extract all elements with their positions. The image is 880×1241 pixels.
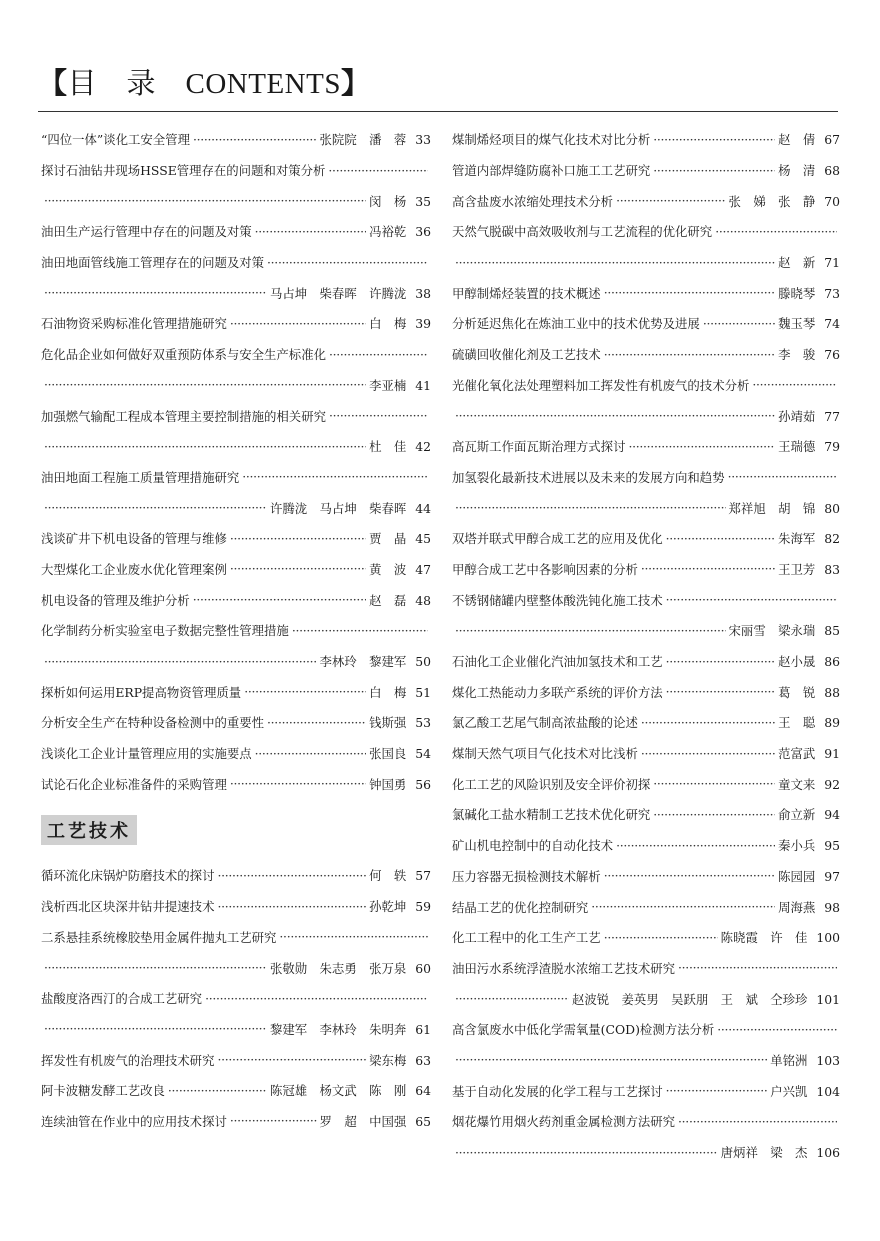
entry-authors-page: 朱海军 82 (778, 531, 840, 547)
toc-entry[interactable] (452, 953, 840, 984)
entry-authors-page: 葛 锐 88 (778, 684, 840, 700)
dot-leader (44, 960, 267, 975)
entry-authors-page: 冯裕乾 36 (369, 224, 431, 240)
dot-leader (604, 285, 775, 300)
dot-leader (44, 1021, 267, 1036)
dot-leader (717, 1022, 837, 1037)
dot-leader (641, 746, 775, 761)
entry-authors-page: 张国良 54 (369, 746, 431, 762)
dot-leader (279, 929, 428, 944)
dot-leader (230, 1113, 317, 1128)
dot-leader (244, 684, 366, 699)
toc-entry[interactable] (41, 676, 431, 707)
dot-leader (666, 592, 837, 607)
toc-entry[interactable] (41, 922, 431, 953)
entry-title: 甲醇合成工艺中各影响因素的分析 (452, 561, 638, 577)
title-rule (38, 111, 838, 112)
entry-title: 油田地面工程施工质量管理措施研究 (41, 469, 240, 485)
left-entry-list (41, 124, 431, 799)
entry-authors-page: 赵 倩 67 (778, 132, 840, 148)
dot-leader (666, 531, 775, 546)
left-column (41, 124, 431, 1136)
dot-leader (604, 347, 775, 362)
toc-entry[interactable] (41, 462, 431, 493)
entry-title: 油田地面管线施工管理存在的问题及对策 (41, 255, 265, 271)
dot-leader (255, 224, 366, 239)
entry-title: 分析安全生产在特种设备检测中的重要性 (41, 715, 265, 731)
entry-title: 矿山机电控制中的自动化技术 (452, 838, 614, 854)
toc-entry[interactable] (41, 952, 431, 983)
entry-title: 加强燃气输配工程成本管理主要控制措施的相关研究 (41, 408, 326, 424)
toc-entry[interactable] (452, 277, 840, 308)
dot-leader (267, 715, 366, 730)
toc-entry[interactable] (41, 370, 431, 401)
dot-leader (678, 1114, 837, 1129)
entry-title: 煤制天然气项目气化技术对比浅析 (452, 746, 638, 762)
entry-authors-page: 张 娣 张 静 70 (728, 193, 840, 209)
entry-title: 化工工程中的化工生产工艺 (452, 930, 601, 946)
entry-authors-page: 单铭洲 103 (770, 1052, 840, 1068)
entry-title: 浅谈化工企业计量管理应用的实施要点 (41, 746, 252, 762)
entry-title: 油田生产运行管理中存在的问题及对策 (41, 224, 252, 240)
entry-authors-page: 周海燕 98 (778, 899, 840, 915)
entry-authors-page: 陈晓霞 许 佳 100 (720, 930, 840, 946)
entry-authors-page: 孙靖茹 77 (778, 408, 840, 424)
toc-entry[interactable] (452, 861, 840, 892)
dot-leader (641, 715, 775, 730)
toc-entry[interactable] (41, 216, 431, 247)
entry-title: 光催化氧化法处理塑料加工挥发性有机废气的技术分析 (452, 377, 750, 393)
toc-entry[interactable] (41, 523, 431, 554)
dot-leader (455, 255, 775, 270)
entry-authors-page: 罗 超 中国强 65 (319, 1113, 431, 1129)
entry-title: 挥发性有机废气的治理技术研究 (41, 1052, 215, 1068)
dot-leader (616, 193, 725, 208)
entry-title: 二系悬挂系统橡胶垫用金属件抛丸工艺研究 (41, 929, 277, 945)
toc-entry[interactable] (41, 1014, 431, 1045)
dot-leader (604, 930, 718, 945)
entry-authors-page: 张敬勋 朱志勇 张万泉 60 (269, 960, 431, 976)
entry-authors-page: 杨 清 68 (778, 163, 840, 179)
entry-authors-page: 赵 磊 48 (369, 592, 431, 608)
toc-entry[interactable] (41, 247, 431, 278)
dot-leader (604, 868, 775, 883)
toc-entry[interactable] (452, 1014, 840, 1045)
dot-leader (217, 868, 366, 883)
entry-title: 甲醇制烯烃装置的技术概述 (452, 285, 601, 301)
toc-entry[interactable] (452, 247, 840, 278)
dot-leader (715, 224, 837, 239)
dot-leader (653, 132, 775, 147)
entry-authors-page: 钱斯强 53 (369, 715, 431, 731)
entry-title: 盐酸度洛西汀的合成工艺研究 (41, 991, 203, 1007)
entry-title: 石油物资采购标准化管理措施研究 (41, 316, 227, 332)
toc-entry[interactable] (41, 1106, 431, 1137)
entry-title: 连续油管在作业中的应用技术探讨 (41, 1113, 227, 1129)
toc-entry[interactable] (452, 768, 840, 799)
toc-entry[interactable] (452, 155, 840, 186)
entry-title: 高含氯废水中低化学需氧量(COD)检测方法分析 (452, 1022, 715, 1038)
dot-leader (44, 285, 267, 300)
entry-title: 浅析西北区块深井钻井提速技术 (41, 899, 215, 915)
dot-leader (616, 838, 775, 853)
entry-title: 探讨石油钻井现场HSSE管理存在的问题和对策分析 (41, 163, 326, 179)
toc-entry[interactable] (41, 891, 431, 922)
toc-entry[interactable] (452, 216, 840, 247)
toc-entry[interactable] (452, 308, 840, 339)
entry-title: 氯碱化工盐水精制工艺技术优化研究 (452, 807, 651, 823)
toc-entry[interactable] (452, 738, 840, 769)
entry-authors-page: 户兴凯 104 (770, 1083, 840, 1099)
entry-authors-page: 宋丽雪 梁永瑞 85 (728, 623, 840, 639)
entry-authors-page: 王 聪 89 (778, 715, 840, 731)
dot-leader (666, 1083, 768, 1098)
dot-leader (44, 439, 366, 454)
toc-entry[interactable] (41, 339, 431, 370)
dot-leader (44, 377, 366, 392)
dot-leader (230, 561, 366, 576)
toc-entry[interactable] (41, 584, 431, 615)
toc-entry[interactable] (452, 523, 840, 554)
entry-title: 阿卡波糖发酵工艺改良 (41, 1083, 165, 1099)
entry-authors-page: 钟国勇 56 (369, 776, 431, 792)
dot-leader (455, 500, 726, 515)
dot-leader (666, 684, 775, 699)
toc-entry[interactable] (41, 124, 431, 155)
entry-authors-page: 俞立新 94 (778, 807, 840, 823)
title-text: 目 录 CONTENTS (67, 68, 341, 100)
entry-authors-page: 黄 波 47 (369, 561, 431, 577)
toc-entry[interactable] (452, 676, 840, 707)
entry-title: 管道内部焊缝防腐补口施工工艺研究 (452, 163, 651, 179)
dot-leader (292, 623, 428, 638)
dot-leader (44, 500, 267, 515)
toc-entry[interactable] (452, 646, 840, 677)
section-heading (41, 799, 431, 860)
toc-entry[interactable] (41, 1044, 431, 1075)
toc-entry[interactable] (452, 462, 840, 493)
dot-leader (328, 163, 428, 178)
toc-entry[interactable] (41, 554, 431, 585)
dot-leader (455, 408, 775, 423)
entry-authors-page: 滕晓琴 73 (778, 285, 840, 301)
dot-leader (666, 654, 775, 669)
entry-title: 结晶工艺的优化控制研究 (452, 899, 589, 915)
dot-leader (728, 469, 837, 484)
dot-leader (230, 776, 366, 791)
entry-title: 氯乙酸工艺尾气制高浓盐酸的论述 (452, 715, 638, 731)
toc-entry[interactable] (41, 492, 431, 523)
toc-entry[interactable] (452, 339, 840, 370)
toc-entry[interactable] (452, 983, 840, 1014)
right-entry-list (452, 124, 840, 1167)
entry-authors-page: 范富武 91 (778, 746, 840, 762)
dot-leader (678, 960, 837, 975)
toc-entry[interactable] (41, 707, 431, 738)
entry-title: 浅谈矿井下机电设备的管理与维修 (41, 531, 227, 547)
toc-entry[interactable] (452, 922, 840, 953)
title-bracket-right: 】 (340, 68, 371, 100)
dot-leader (255, 746, 366, 761)
toc-entry[interactable] (452, 891, 840, 922)
dot-leader (628, 439, 775, 454)
dot-leader (168, 1083, 267, 1098)
toc-entry[interactable] (452, 799, 840, 830)
right-column (452, 124, 840, 1167)
dot-leader (217, 1052, 366, 1067)
page-title (38, 64, 370, 104)
entry-title: 烟花爆竹用烟火药剂重金属检测方法研究 (452, 1114, 676, 1130)
entry-authors-page: 魏玉琴 74 (778, 316, 840, 332)
entry-authors-page: 马占坤 柴春晖 许腾泷 38 (269, 285, 431, 301)
entry-title: 煤化工热能动力多联产系统的评价方法 (452, 684, 663, 700)
entry-title: 石油化工企业催化汽油加氢技术和工艺 (452, 654, 663, 670)
entry-authors-page: 李林玲 黎建军 50 (319, 654, 431, 670)
entry-title: 试论石化企业标准备件的采购管理 (41, 776, 227, 792)
entry-authors-page: 贾 晶 45 (369, 531, 431, 547)
toc-entry[interactable] (452, 370, 840, 401)
dot-leader (455, 1145, 718, 1160)
entry-title: 高瓦斯工作面瓦斯治理方式探讨 (452, 439, 626, 455)
entry-title: 压力容器无损检测技术解析 (452, 868, 601, 884)
entry-title: 大型煤化工企业废水优化管理案例 (41, 561, 227, 577)
dot-leader (193, 592, 366, 607)
dot-leader (703, 316, 775, 331)
toc-entry[interactable] (41, 983, 431, 1014)
entry-title: 硫磺回收催化剂及工艺技术 (452, 347, 601, 363)
entry-authors-page: 赵波锐 姜英男 吴跃朋 王 斌 仝珍珍 101 (571, 991, 840, 1007)
toc-entry[interactable] (41, 646, 431, 677)
entry-authors-page: 白 梅 39 (369, 316, 431, 332)
toc-entry[interactable] (452, 830, 840, 861)
dot-leader (653, 807, 775, 822)
entry-title: 加氢裂化最新技术进展以及未来的发展方向和趋势 (452, 469, 725, 485)
dot-leader (455, 991, 569, 1006)
entry-title: 双塔并联式甲醇合成工艺的应用及优化 (452, 531, 663, 547)
dot-leader (455, 1052, 767, 1067)
entry-authors-page: 王卫芳 83 (778, 561, 840, 577)
dot-leader (193, 132, 317, 147)
entry-title: 煤制烯烃项目的煤气化技术对比分析 (452, 132, 651, 148)
toc-entry[interactable] (41, 860, 431, 891)
toc-entry[interactable] (452, 400, 840, 431)
entry-authors-page: 陈园园 97 (778, 868, 840, 884)
entry-authors-page: 童文来 92 (778, 776, 840, 792)
toc-entry[interactable] (41, 615, 431, 646)
toc-entry[interactable] (41, 277, 431, 308)
dot-leader (242, 469, 428, 484)
dot-leader (329, 347, 428, 362)
entry-title: 高含盐废水浓缩处理技术分析 (452, 193, 614, 209)
toc-entry[interactable] (452, 185, 840, 216)
toc-entry[interactable] (41, 185, 431, 216)
section-title: 工艺技术 (41, 815, 137, 845)
entry-authors-page: 王瑞德 79 (778, 439, 840, 455)
dot-leader (230, 531, 366, 546)
toc-entry[interactable] (41, 308, 431, 339)
dot-leader (230, 316, 366, 331)
entry-authors-page: 赵小晟 86 (778, 654, 840, 670)
dot-leader (653, 163, 775, 178)
entry-title: 分析延迟焦化在炼油工业中的技术优势及进展 (452, 316, 700, 332)
entry-title: “四位一体”谈化工安全管理 (41, 132, 190, 148)
toc-entry[interactable] (41, 431, 431, 462)
entry-authors-page: 何 轶 57 (369, 868, 431, 884)
toc-entry[interactable] (41, 768, 431, 799)
dot-leader (752, 377, 837, 392)
entry-title: 循环流化床锅炉防磨技术的探讨 (41, 868, 215, 884)
entry-authors-page: 赵 新 71 (778, 255, 840, 271)
entry-authors-page: 孙乾坤 59 (369, 899, 431, 915)
entry-authors-page: 白 梅 51 (369, 684, 431, 700)
dot-leader (205, 991, 428, 1006)
toc-entry[interactable] (41, 155, 431, 186)
entry-authors-page: 唐炳祥 梁 杰 106 (720, 1145, 840, 1161)
entry-title: 化工工艺的风险识别及安全评价初探 (452, 776, 651, 792)
dot-leader (267, 255, 428, 270)
toc-entry[interactable] (452, 1106, 840, 1137)
toc-entry[interactable] (452, 1137, 840, 1168)
dot-leader (641, 561, 775, 576)
entry-title: 探析如何运用ERP提高物资管理质量 (41, 684, 242, 700)
entry-title: 天然气脱碳中高效吸收剂与工艺流程的优化研究 (452, 224, 713, 240)
entry-title: 基于自动化发展的化学工程与工艺探讨 (452, 1083, 663, 1099)
entry-title: 机电设备的管理及维护分析 (41, 592, 190, 608)
toc-entry[interactable] (452, 492, 840, 523)
dot-leader (455, 623, 726, 638)
toc-entry[interactable] (452, 707, 840, 738)
toc-entry[interactable] (41, 400, 431, 431)
toc-entry[interactable] (452, 1045, 840, 1076)
toc-entry[interactable] (452, 124, 840, 155)
dot-leader (591, 899, 775, 914)
dot-leader (653, 776, 775, 791)
entry-authors-page: 李亚楠 41 (369, 377, 431, 393)
entry-title: 油田污水系统浮渣脱水浓缩工艺技术研究 (452, 960, 676, 976)
toc-entry[interactable] (41, 1075, 431, 1106)
toc-entry[interactable] (452, 1075, 840, 1106)
entry-authors-page: 李 骏 76 (778, 347, 840, 363)
entry-authors-page: 杜 佳 42 (369, 439, 431, 455)
entry-authors-page: 陈冠雄 杨文武 陈 刚 64 (269, 1083, 431, 1099)
dot-leader (217, 899, 366, 914)
entry-authors-page: 秦小兵 95 (778, 838, 840, 854)
toc-entry[interactable] (452, 584, 840, 615)
title-bracket-left: 【 (38, 68, 68, 100)
left-entry-list-2 (41, 860, 431, 1136)
entry-title: 危化品企业如何做好双重预防体系与安全生产标准化 (41, 347, 326, 363)
entry-authors-page: 郑祥旭 胡 锦 80 (728, 500, 840, 516)
entry-title: 化学制药分析实验室电子数据完整性管理措施 (41, 623, 289, 639)
toc-entry[interactable] (452, 431, 840, 462)
entry-authors-page: 张院院 潘 蓉 33 (319, 132, 431, 148)
toc-entry[interactable] (452, 615, 840, 646)
entry-authors-page: 闵 杨 35 (369, 193, 431, 209)
toc-entry[interactable] (41, 738, 431, 769)
dot-leader (44, 654, 317, 669)
dot-leader (44, 193, 366, 208)
toc-entry[interactable] (452, 554, 840, 585)
entry-authors-page: 梁东梅 63 (369, 1052, 431, 1068)
entry-authors-page: 许腾泷 马占坤 柴春晖 44 (269, 500, 431, 516)
dot-leader (329, 408, 428, 423)
entry-title: 不锈钢储罐内壁整体酸洗钝化施工技术 (452, 592, 663, 608)
entry-authors-page: 黎建军 李林玲 朱明奔 61 (269, 1021, 431, 1037)
